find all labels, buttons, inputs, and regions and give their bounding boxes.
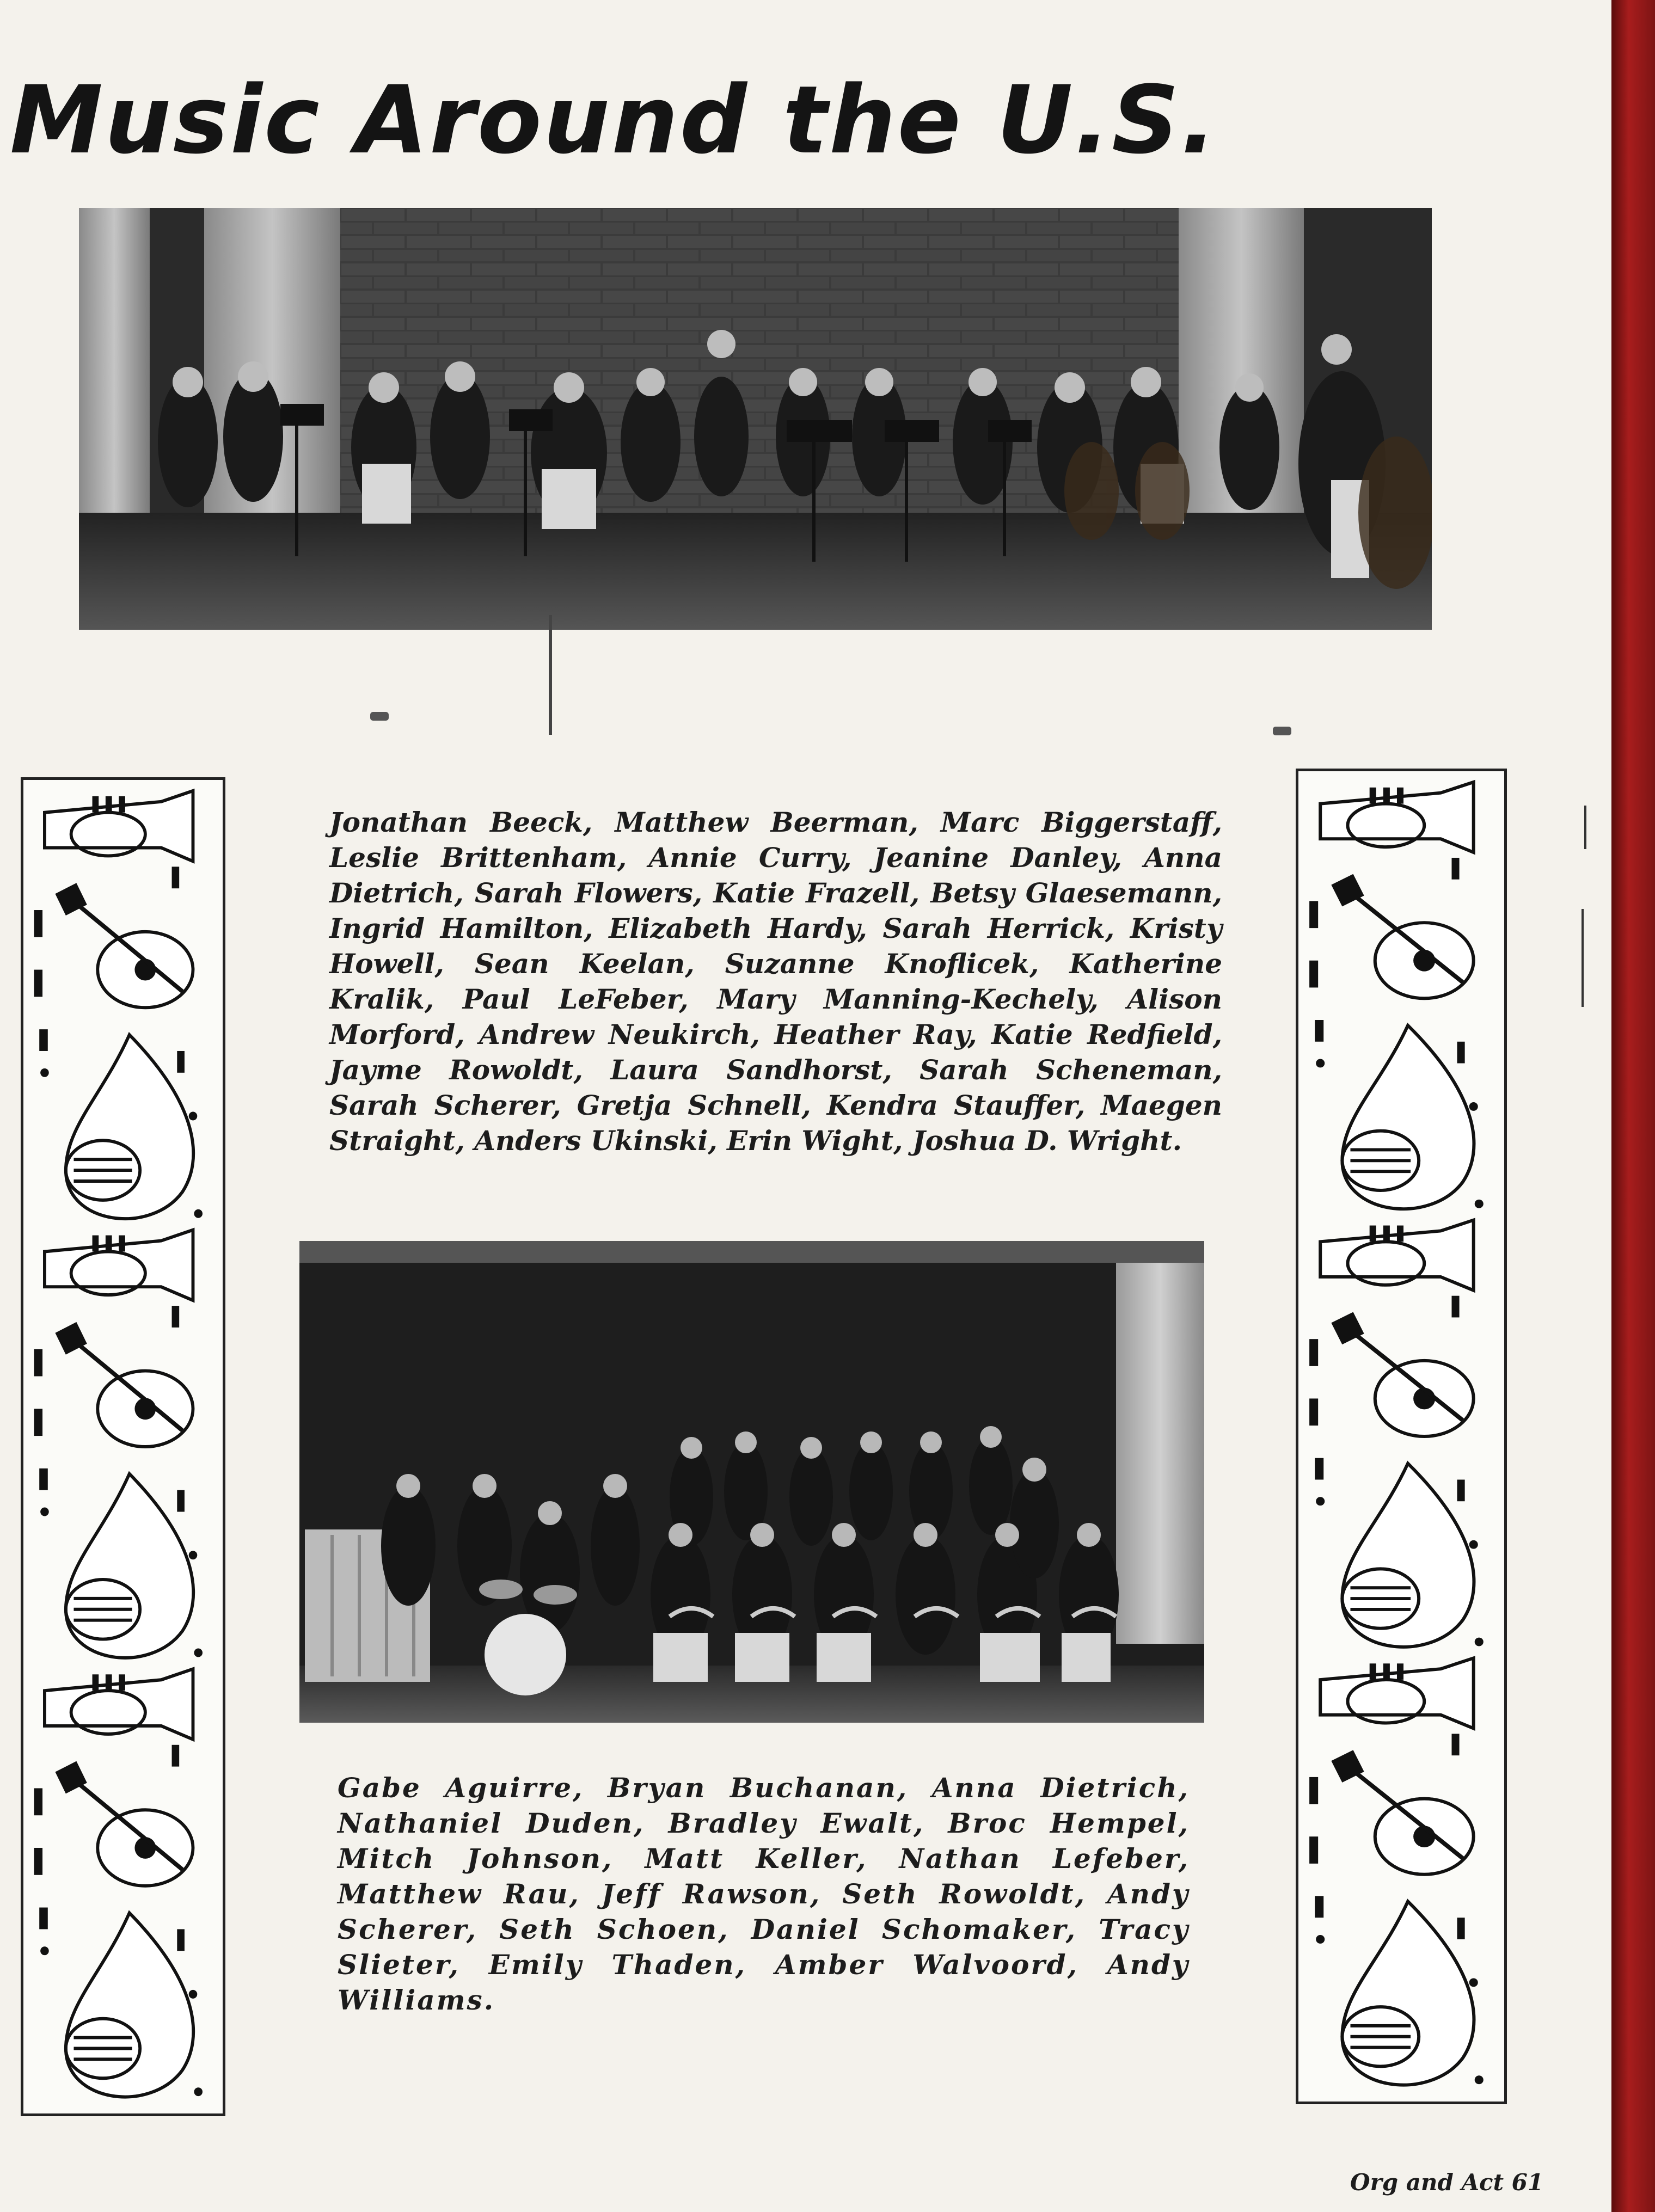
page-mark bbox=[370, 712, 389, 721]
book-binding bbox=[1611, 0, 1655, 2212]
margin-rule bbox=[1584, 806, 1586, 849]
jazz-band-photo bbox=[299, 1241, 1204, 1723]
page-mark bbox=[1273, 727, 1291, 735]
orchestra-photo-image bbox=[79, 208, 1432, 630]
instrument-illustration bbox=[23, 780, 223, 2113]
page-folio: Org and Act 61 bbox=[1350, 2169, 1544, 2196]
page-title: Music Around the U.S. bbox=[10, 65, 1218, 175]
mic-stand bbox=[549, 615, 552, 735]
margin-rule bbox=[1582, 909, 1584, 1007]
instrument-border-left bbox=[21, 777, 225, 2116]
jazz-band-photo-image bbox=[299, 1241, 1204, 1723]
jazz-band-caption: Gabe Aguirre, Bryan Buchanan, Anna Dietrich, Nathaniel Duden, Bradley Ewalt, Broc Hempel, Mitch Johnson, Matt Keller, Nathan Lefeber, Matthew Rau, Jeff Rawson, Seth Rowoldt, Andy Scherer, Seth Schoen, Daniel Schomaker, Tracy Slieter, Emily Thaden, Amber Walvoord, Andy Williams. bbox=[338, 1772, 1190, 2016]
instrument-border-right bbox=[1296, 769, 1507, 2104]
instrument-illustration bbox=[1298, 771, 1504, 2102]
orchestra-photo bbox=[79, 208, 1432, 630]
orchestra-caption: Jonathan Beeck, Matthew Beerman, Marc Biggerstaff, Leslie Brittenham, Annie Curry, Jeanine Danley, Anna Dietrich, Sarah Flowers, Katie Frazell, Betsy Glaesemann, Ingrid Hamilton, Elizabeth Hardy, Sarah Herrick, Kristy Howell, Sean Keelan, Suzanne Knoflicek, Katherine Kralik, Paul LeFeber, Mary Manning-Kechely, Alison Morford, Andrew Neukirch, Heather Ray, Katie Redfield, Jayme Rowoldt, Laura Sandhorst, Sarah Scheneman, Sarah Scherer, Gretja Schnell, Kendra Stauffer, Maegen Straight, Anders Ukinski, Erin Wight, Joshua D. Wright. bbox=[329, 806, 1222, 1157]
